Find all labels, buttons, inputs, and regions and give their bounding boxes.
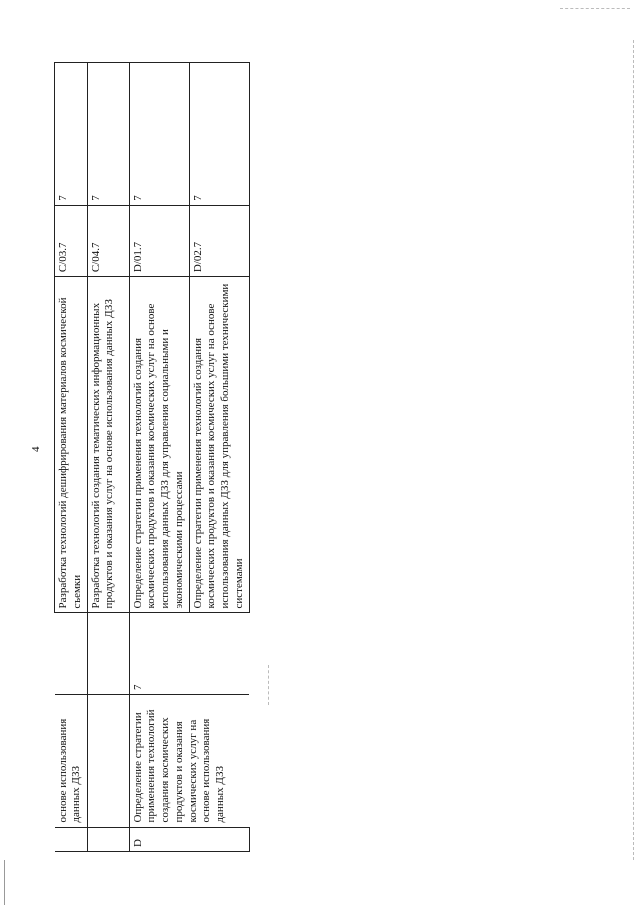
function-name-text: основе использования данных ДЗЗ — [56, 718, 83, 823]
gutter-mark — [268, 665, 270, 705]
task-code-cell: D/02.7 — [189, 205, 249, 276]
scan-edge-left — [4, 860, 5, 905]
function-level-cell: 7 — [129, 613, 249, 695]
function-level-cell — [87, 613, 129, 695]
task-code-cell: C/03.7 — [55, 205, 88, 276]
qualification-table-wrapper — [54, 62, 245, 852]
task-name-cell — [189, 277, 249, 613]
table-row — [129, 63, 189, 852]
task-level-cell: 7 — [129, 63, 189, 206]
task-name-text: Определение стратегии применения технологий создания космических продуктов и оказания космических услуг на основе использования данных ДЗЗ для управления социальными и экономическими процессами — [131, 303, 185, 609]
table-row — [55, 63, 88, 852]
function-code-cell — [87, 827, 129, 851]
task-name-cell — [55, 277, 88, 613]
task-name-text: Определение стратегии применения технологий создания космических продуктов и оказания космических услуг на основе использования данных ДЗЗ для управления большими техническими системами — [191, 283, 245, 609]
function-code-cell — [189, 827, 249, 851]
task-code-cell: D/01.7 — [129, 205, 189, 276]
task-name-text: Разработка технологий дешифрирования материалов космической съемки — [57, 297, 83, 609]
qualification-table — [54, 62, 250, 852]
function-name-cell — [87, 695, 129, 828]
task-level-cell: 7 — [87, 63, 129, 206]
function-name-text: Определение стратегии применения технологий создания космических продуктов и оказания космических услуг на основе использования данных ДЗЗ — [131, 709, 226, 823]
task-level-cell: 7 — [189, 63, 249, 206]
task-name-cell — [129, 277, 189, 613]
function-code-cell: D — [129, 827, 189, 851]
function-code-cell — [55, 827, 88, 851]
scan-edge-right — [633, 40, 635, 860]
scan-edge-top — [560, 8, 630, 10]
page-number: 4 — [30, 446, 42, 452]
function-name-cell — [55, 695, 88, 828]
task-code-cell: C/04.7 — [87, 205, 129, 276]
table-row — [87, 63, 129, 852]
task-level-cell: 7 — [55, 63, 88, 206]
function-name-cell — [129, 695, 249, 828]
task-name-cell — [87, 277, 129, 613]
function-level-cell — [55, 613, 88, 695]
task-name-text: Разработка технологий создания тематических информационных продуктов и оказания услуг на основе использования данных ДЗЗ — [89, 299, 116, 609]
